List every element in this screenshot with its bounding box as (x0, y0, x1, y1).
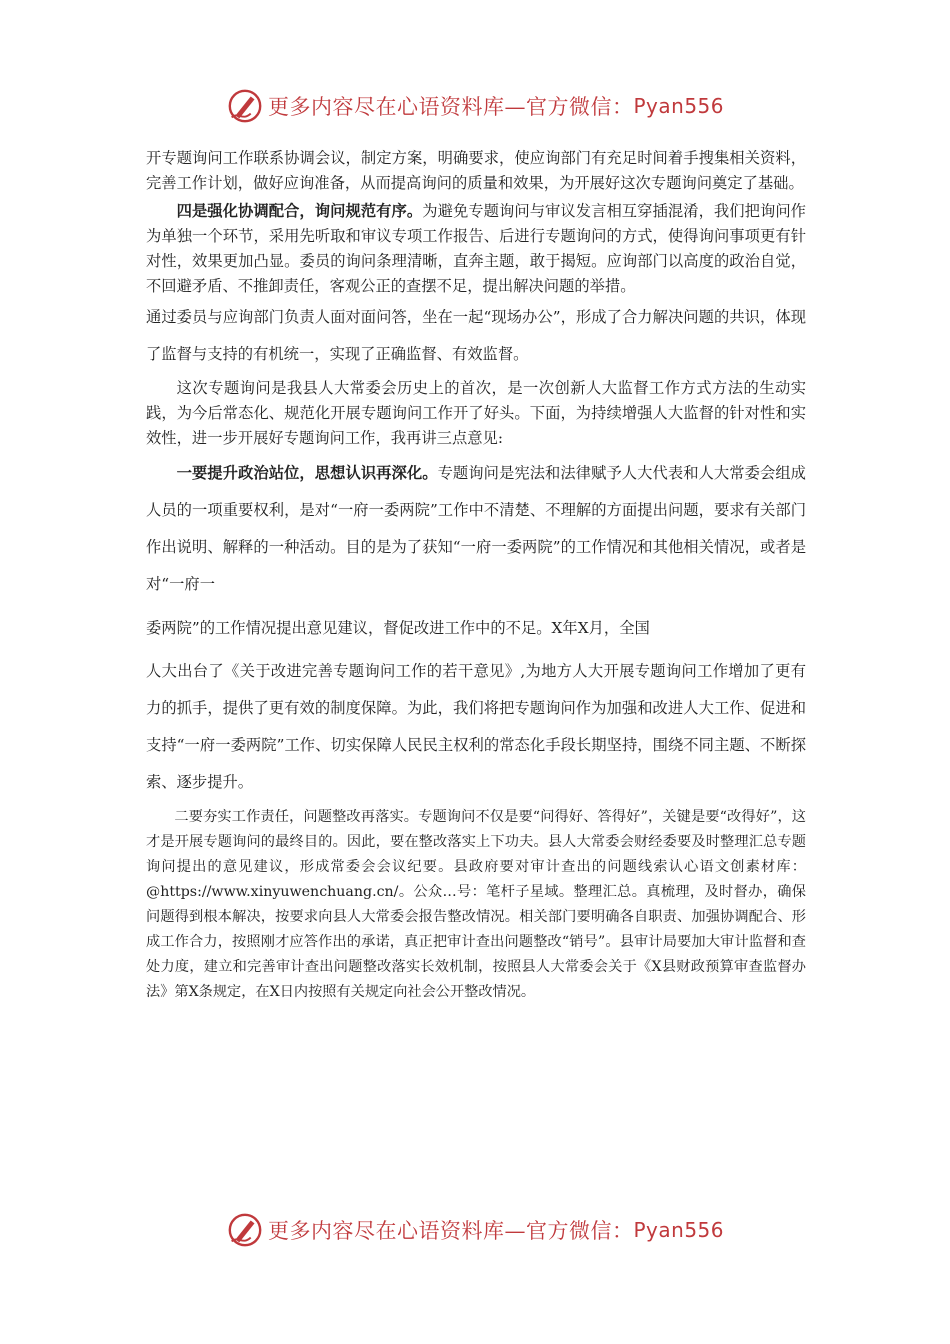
paragraph-1: 开专题询问工作联系协调会议，制定方案，明确要求，使应询部门有充足时间着手搜集相关资料，完善工作计划，做好应询准备，从而提高询问的质量和效果，为开展好这次专题询问奠定了基础。 (146, 149, 806, 192)
paragraph-2-heading: 四是强化协调配合，询问规范有序。 (176, 202, 423, 220)
paragraph-4-text-b: 委两院”的工作情况提出意见建议，督促改进工作中的不足。X年X月，全国 (146, 619, 650, 637)
banner-wechat-id: Pyan556 (633, 94, 724, 118)
footer-watermark-banner (0, 1208, 950, 1252)
paragraph-2-text-a: 为避免专题询问与审议发言相互穿插混淆，我们把询问作为单独一个环节，采用先听取和审议专项工作报告、后进行专题询问的方式，使得询问事项更有针对性，效果更加凸显。委员的询问条理清晰，直奔主题，敢于揭短。应询部门以高度的政治自觉，不回避矛盾、不推卸责任，客观公正的查摆不足，提出解决问题的举措。 (146, 202, 806, 295)
paragraph-3: 这次专题询问是我县人大常委会历史上的首次，是一次创新人大监督工作方式方法的生动实践，为今后常态化、规范化开展专题询问工作开了好头。下面，为持续增强人大监督的针对性和实效性，进一步开展好专题询问工作，我再讲三点意见: (146, 379, 806, 447)
paragraph-4-heading: 一要提升政治站位，思想认识再深化。 (176, 464, 438, 482)
banner-text: 更多内容尽在心语资料库—官方微信： (267, 1219, 634, 1243)
paragraph-2 (146, 199, 806, 373)
paragraph-4 (146, 455, 806, 801)
banner-wechat-id: Pyan556 (633, 1218, 724, 1242)
document-body (146, 146, 806, 1005)
paragraph-4-text-a: 专题询问是宪法和法律赋予人大代表和人大常委会组成人员的一项重要权利，是对“一府一委两院”工作中不清楚、不理解的方面提出问题，要求有关部门作出说明、解释的一种活动。目的是为了获知“一府一委两院”的工作情况和其他相关情况，或者是对“一府一 (146, 464, 806, 593)
header-watermark-banner (0, 84, 950, 128)
pen-logo-icon (226, 87, 264, 125)
pen-logo-icon (226, 1211, 264, 1249)
banner-text: 更多内容尽在心语资料库—官方微信： (267, 95, 634, 119)
paragraph-2-text-b: 通过委员与应询部门负责人面对面问答，坐在一起“现场办公”，形成了合力解决问题的共识，体现了监督与支持的有机统一，实现了正确监督、有效监督。 (146, 308, 806, 363)
paragraph-5: 二要夯实工作责任，问题整改再落实。专题询问不仅是要“问得好、答得好”，关键是要“改得好”，这才是开展专题询问的最终目的。因此，要在整改落实上下功夫。县人大常委会财经委要及时整理汇总专题询问提出的意见建议，形成常委会会议纪要。县政府要对审计查出的问题线索认心语文创素材库：@https://www.xinyuwenchuang.cn/。公众…号：笔杆子星域。整理汇总。真梳理，及时督办，确保问题得到根本解决，按要求向县人大常委会报告整改情况。相关部门要明确各自职责、加强协调配合、形成工作合力，按照刚才应答作出的承诺，真正把审计查出问题整改“销号”。县审计局要加大审计监督和查处力度，建立和完善审计查出问题整改落实长效机制，按照县人大常委会关于《X县财政预算审查监督办法》第X条规定，在X日内按照有关规定向社会公开整改情况。 (146, 809, 806, 1000)
paragraph-4-text-c: 人大出台了《关于改进完善专题询问工作的若干意见》,为地方人大开展专题询问工作增加了更有力的抓手，提供了更有效的制度保障。为此，我们将把专题询问作为加强和改进人大工作、促进和支持“一府一委两院”工作、切实保障人民民主权利的常态化手段长期坚持，围绕不同主题、不断探索、逐步提升。 (146, 662, 806, 791)
